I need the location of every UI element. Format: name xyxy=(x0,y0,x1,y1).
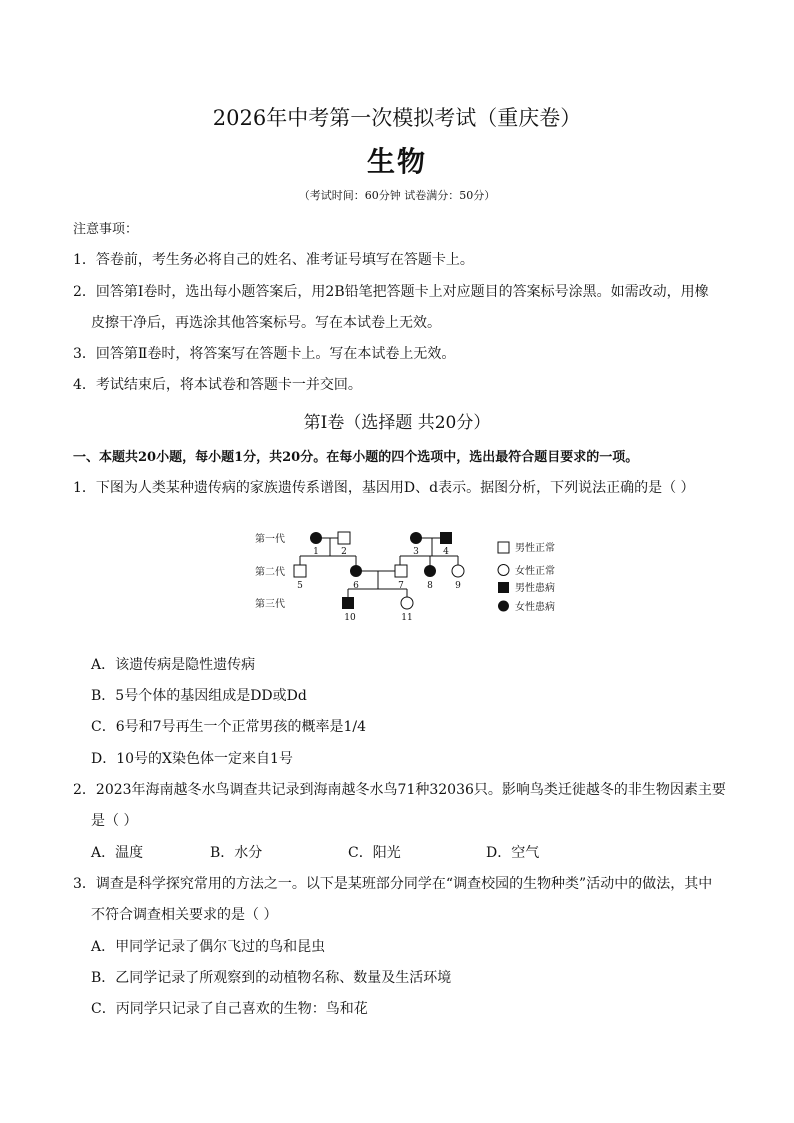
individual-4-affected-male xyxy=(440,532,452,544)
pedigree-diagram xyxy=(250,520,600,630)
individual-number-7: 7 xyxy=(398,581,404,591)
individual-number-2: 2 xyxy=(341,547,347,557)
q3-option-c: C．丙同学只记录了自己喜欢的生物：鸟和花 xyxy=(91,1001,368,1017)
individual-3-affected-female xyxy=(410,532,422,544)
q2-stem-line2: 是（ ） xyxy=(91,813,138,829)
q2-option-b: B．水分 xyxy=(210,845,263,861)
q2-option-c: C．阳光 xyxy=(348,845,401,861)
generation-label-3: 第三代 xyxy=(255,599,285,610)
individual-number-6: 6 xyxy=(353,581,359,591)
individual-7-normal-male xyxy=(395,565,407,577)
generation-label-1: 第一代 xyxy=(255,534,285,545)
section-title: 第Ⅰ卷（选择题 共20分） xyxy=(303,413,491,433)
legend-normal-male-icon xyxy=(498,542,509,553)
individual-number-3: 3 xyxy=(413,547,419,557)
individual-8-affected-female xyxy=(424,565,436,577)
individual-number-4: 4 xyxy=(443,547,449,557)
q3-stem-line2: 不符合调查相关要求的是（ ） xyxy=(91,907,278,923)
individual-number-5: 5 xyxy=(297,581,303,591)
q1-option-b: B．5号个体的基因组成是DD或Dd xyxy=(91,688,307,704)
legend-normal-female: 女性正常 xyxy=(515,566,555,577)
individual-5-normal-male xyxy=(294,565,306,577)
exam-title: 2026年中考第一次模拟考试（重庆卷） xyxy=(212,106,582,130)
individual-2-normal-male xyxy=(338,532,350,544)
q3-option-b: B．乙同学记录了所观察到的动植物名称、数量及生活环境 xyxy=(91,970,452,986)
individual-number-1: 1 xyxy=(313,547,319,557)
q2-stem-line1: 2．2023年海南越冬水鸟调查共记录到海南越冬水鸟71种32036只。影响鸟类迁徙越冬的非生物因素主要 xyxy=(73,782,726,798)
note-item-2-cont: 皮擦干净后，再选涂其他答案标号。写在本试卷上无效。 xyxy=(91,315,441,331)
legend-normal-male: 男性正常 xyxy=(515,543,555,554)
individual-10-affected-male xyxy=(342,597,354,609)
legend-affected-male: 男性患病 xyxy=(515,583,555,594)
section-instruction: 一、本题共20小题，每小题1分，共20分。在每小题的四个选项中，选出最符合题目要求的一项。 xyxy=(73,450,639,465)
individual-11-normal-female xyxy=(401,597,413,609)
individual-number-11: 11 xyxy=(401,613,413,623)
q3-stem-line1: 3．调查是科学探究常用的方法之一。以下是某班部分同学在“调查校园的生物种类”活动中的做法，其中 xyxy=(73,876,713,892)
q2-option-d: D．空气 xyxy=(486,845,540,861)
individual-number-9: 9 xyxy=(455,581,461,591)
note-item-4: 4．考试结束后，将本试卷和答题卡一并交回。 xyxy=(73,377,362,393)
q1-option-d: D．10号的X染色体一定来自1号 xyxy=(91,751,293,767)
note-item-2: 2．回答第Ⅰ卷时，选出每小题答案后，用2B铅笔把答题卡上对应题目的答案标号涂黑。如需改动，用橡 xyxy=(73,284,709,300)
individual-number-10: 10 xyxy=(344,613,356,623)
individual-number-8: 8 xyxy=(427,581,433,591)
individual-6-affected-female xyxy=(350,565,362,577)
q1-stem: 1．下图为人类某种遗传病的家族遗传系谱图，基因用D、d表示。据图分析，下列说法正确的是（ ） xyxy=(73,480,695,496)
legend-affected-male-icon xyxy=(498,582,509,593)
note-item-1: 1．答卷前，考生务必将自己的姓名、准考证号填写在答题卡上。 xyxy=(73,252,474,268)
notes-heading: 注意事项： xyxy=(73,222,139,237)
legend-normal-female-icon xyxy=(498,565,509,576)
note-item-3: 3．回答第Ⅱ卷时，将答案写在答题卡上。写在本试卷上无效。 xyxy=(73,346,456,362)
q2-option-a: A．温度 xyxy=(91,845,144,861)
q1-option-c: C．6号和7号再生一个正常男孩的概率是1/4 xyxy=(91,719,367,735)
legend-affected-female: 女性患病 xyxy=(515,602,555,613)
subject-title: 生物 xyxy=(366,145,427,178)
legend-affected-female-icon xyxy=(498,601,509,612)
generation-label-2: 第二代 xyxy=(255,567,285,578)
individual-1-affected-female xyxy=(310,532,322,544)
q3-option-a: A．甲同学记录了偶尔飞过的鸟和昆虫 xyxy=(91,939,326,955)
individual-9-normal-female xyxy=(452,565,464,577)
exam-info: （考试时间：60分钟 试卷满分：50分） xyxy=(298,189,496,202)
q1-option-a: A．该遗传病是隐性遗传病 xyxy=(91,657,256,673)
